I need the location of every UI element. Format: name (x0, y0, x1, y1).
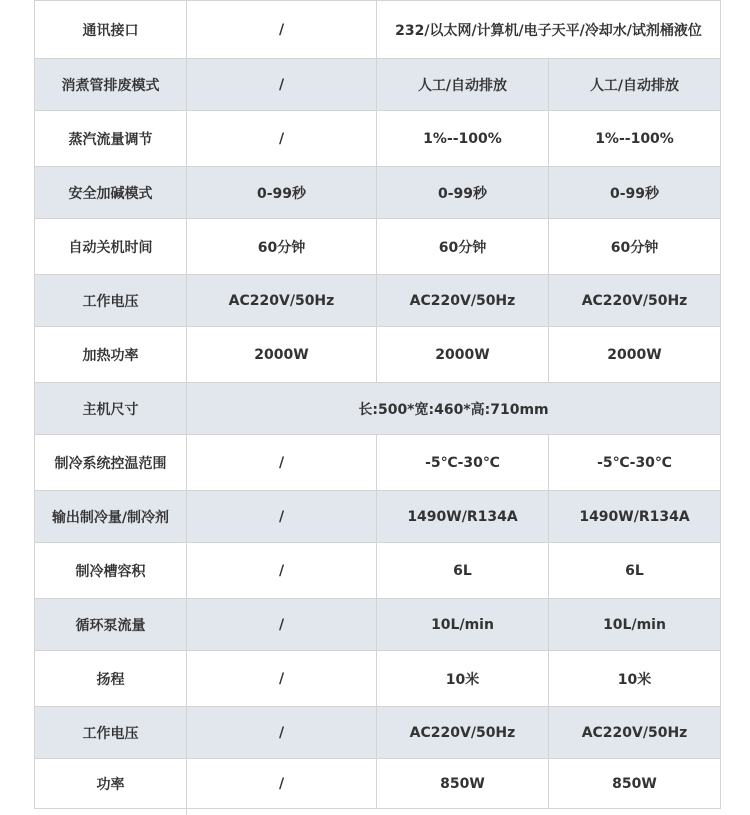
spec-table (34, 0, 721, 809)
table-row (35, 275, 721, 327)
table-cell: 6L (549, 543, 721, 599)
table-cell: AC220V/50Hz (377, 275, 549, 327)
table-cell: / (187, 435, 377, 491)
row-label: 主机尺寸 (35, 383, 187, 435)
row-label: 自动关机时间 (35, 219, 187, 275)
row-label: 消煮管排废模式 (35, 59, 187, 111)
row-label: 加热功率 (35, 327, 187, 383)
table-cell: 850W (377, 759, 549, 809)
table-row (35, 599, 721, 651)
column-divider-tail (186, 806, 187, 815)
table-cell: / (187, 59, 377, 111)
row-label: 扬程 (35, 651, 187, 707)
table-cell: / (187, 1, 377, 59)
table-cell: 长:500*宽:460*高:710mm (187, 383, 721, 435)
row-label: 通讯接口 (35, 1, 187, 59)
table-row (35, 327, 721, 383)
table-row (35, 543, 721, 599)
table-cell: / (187, 651, 377, 707)
table-cell: 60分钟 (549, 219, 721, 275)
row-label: 制冷系统控温范围 (35, 435, 187, 491)
table-cell: 10L/min (549, 599, 721, 651)
table-cell: 2000W (549, 327, 721, 383)
table-cell: 850W (549, 759, 721, 809)
table-cell: 人工/自动排放 (549, 59, 721, 111)
table-cell: AC220V/50Hz (377, 707, 549, 759)
table-cell: 1%--100% (549, 111, 721, 167)
table-cell: 1%--100% (377, 111, 549, 167)
table-cell: AC220V/50Hz (187, 275, 377, 327)
row-label: 工作电压 (35, 275, 187, 327)
table-cell: 10米 (377, 651, 549, 707)
table-row (35, 111, 721, 167)
table-row (35, 759, 721, 809)
table-cell: 2000W (377, 327, 549, 383)
row-label: 循环泵流量 (35, 599, 187, 651)
table-cell: 2000W (187, 327, 377, 383)
table-row (35, 491, 721, 543)
row-label: 工作电压 (35, 707, 187, 759)
table-cell: / (187, 599, 377, 651)
table-cell: 232/以太网/计算机/电子天平/冷却水/试剂桶液位 (377, 1, 721, 59)
table-cell: 1490W/R134A (549, 491, 721, 543)
table-row (35, 167, 721, 219)
table-cell: 1490W/R134A (377, 491, 549, 543)
table-row (35, 707, 721, 759)
table-row (35, 651, 721, 707)
table-cell: -5℃-30℃ (549, 435, 721, 491)
table-cell: 0-99秒 (549, 167, 721, 219)
table-row (35, 219, 721, 275)
row-label: 功率 (35, 759, 187, 809)
table-cell: / (187, 543, 377, 599)
table-cell: / (187, 759, 377, 809)
table-cell: 6L (377, 543, 549, 599)
row-label: 安全加碱模式 (35, 167, 187, 219)
table-cell: / (187, 491, 377, 543)
row-label: 蒸汽流量调节 (35, 111, 187, 167)
table-cell: 60分钟 (377, 219, 549, 275)
table-row (35, 1, 721, 59)
table-cell: 10米 (549, 651, 721, 707)
row-label: 制冷槽容积 (35, 543, 187, 599)
table-cell: / (187, 111, 377, 167)
table-row (35, 383, 721, 435)
table-cell: 60分钟 (187, 219, 377, 275)
table-row (35, 59, 721, 111)
table-row (35, 435, 721, 491)
table-cell: 0-99秒 (187, 167, 377, 219)
table-cell: / (187, 707, 377, 759)
table-cell: 人工/自动排放 (377, 59, 549, 111)
table-cell: 10L/min (377, 599, 549, 651)
table-cell: AC220V/50Hz (549, 275, 721, 327)
table-cell: AC220V/50Hz (549, 707, 721, 759)
row-label: 输出制冷量/制冷剂 (35, 491, 187, 543)
table-cell: -5℃-30℃ (377, 435, 549, 491)
table-cell: 0-99秒 (377, 167, 549, 219)
